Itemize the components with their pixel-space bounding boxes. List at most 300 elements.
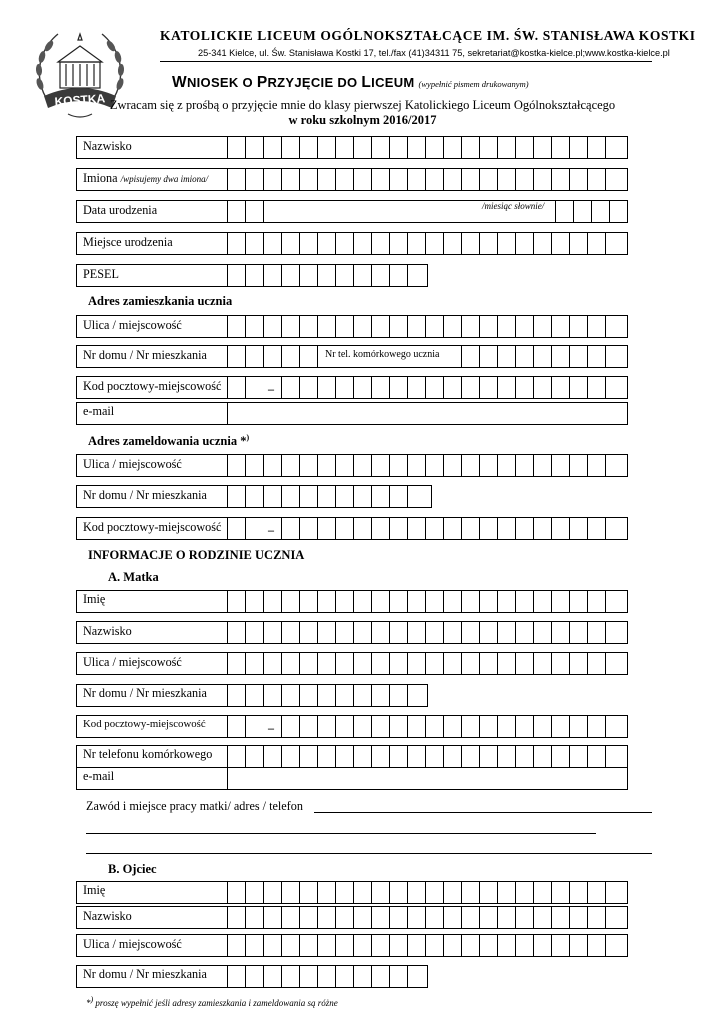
char-cell[interactable] <box>299 882 317 903</box>
char-cell[interactable] <box>587 518 605 539</box>
char-cell[interactable] <box>281 316 299 337</box>
char-cell[interactable] <box>335 486 353 507</box>
char-cell[interactable] <box>407 882 425 903</box>
char-cell[interactable] <box>227 653 245 674</box>
char-cell[interactable] <box>299 486 317 507</box>
mother-phone-field[interactable] <box>76 745 628 768</box>
char-cell[interactable] <box>371 746 389 767</box>
char-cell[interactable] <box>353 907 371 928</box>
char-cell[interactable] <box>245 935 263 956</box>
char-cell[interactable] <box>587 455 605 476</box>
char-cell[interactable] <box>353 935 371 956</box>
char-cell[interactable] <box>263 746 281 767</box>
char-cell[interactable] <box>227 907 245 928</box>
char-cell[interactable] <box>389 966 407 987</box>
char-cell[interactable] <box>263 233 281 254</box>
char-cell[interactable] <box>245 137 263 158</box>
char-cell[interactable] <box>335 716 353 737</box>
char-cell[interactable] <box>515 622 533 643</box>
char-cell[interactable] <box>407 486 425 507</box>
char-cell[interactable] <box>353 486 371 507</box>
char-cell[interactable] <box>569 455 587 476</box>
char-cell[interactable] <box>497 935 515 956</box>
char-cell[interactable] <box>299 518 317 539</box>
char-cell[interactable] <box>551 716 569 737</box>
char-cell[interactable] <box>461 169 479 190</box>
residence-postal-field[interactable] <box>76 376 628 399</box>
char-cell[interactable] <box>263 591 281 612</box>
char-cell[interactable] <box>371 265 389 286</box>
char-cell[interactable] <box>335 685 353 706</box>
char-cell[interactable] <box>245 518 263 539</box>
char-cell[interactable] <box>227 233 245 254</box>
char-cell[interactable] <box>443 622 461 643</box>
residence-house-field[interactable] <box>76 345 628 368</box>
char-cell[interactable] <box>389 935 407 956</box>
char-cell[interactable] <box>407 137 425 158</box>
char-cell[interactable] <box>425 591 443 612</box>
char-cell[interactable] <box>263 455 281 476</box>
char-cell[interactable] <box>263 346 281 367</box>
char-cell[interactable] <box>389 265 407 286</box>
char-cell[interactable] <box>245 486 263 507</box>
char-cell[interactable] <box>533 377 551 398</box>
char-cell[interactable] <box>461 882 479 903</box>
char-cell[interactable] <box>227 377 245 398</box>
char-cell[interactable] <box>587 591 605 612</box>
char-cell[interactable] <box>605 653 623 674</box>
char-cell[interactable] <box>515 935 533 956</box>
char-cell[interactable] <box>551 935 569 956</box>
char-cell[interactable] <box>227 685 245 706</box>
char-cell[interactable] <box>443 935 461 956</box>
char-cell[interactable] <box>281 935 299 956</box>
char-cell[interactable] <box>587 746 605 767</box>
char-cell[interactable] <box>299 455 317 476</box>
char-cell[interactable] <box>317 907 335 928</box>
char-cell[interactable] <box>353 685 371 706</box>
char-cell[interactable] <box>497 233 515 254</box>
char-cell[interactable] <box>317 455 335 476</box>
char-cell[interactable] <box>443 653 461 674</box>
char-cell[interactable] <box>551 233 569 254</box>
char-cell[interactable] <box>227 716 245 737</box>
char-cell[interactable] <box>281 455 299 476</box>
char-cell[interactable] <box>371 233 389 254</box>
char-cell[interactable] <box>605 935 623 956</box>
char-cell[interactable] <box>281 685 299 706</box>
char-cell[interactable] <box>569 622 587 643</box>
char-cell[interactable] <box>281 233 299 254</box>
char-cell[interactable] <box>479 346 497 367</box>
char-cell[interactable] <box>371 882 389 903</box>
char-cell[interactable] <box>551 137 569 158</box>
char-cell[interactable] <box>335 169 353 190</box>
char-cell[interactable] <box>245 346 263 367</box>
char-cell[interactable] <box>299 137 317 158</box>
char-cell[interactable] <box>281 265 299 286</box>
char-cell[interactable] <box>479 591 497 612</box>
char-cell[interactable] <box>587 907 605 928</box>
char-cell[interactable] <box>407 907 425 928</box>
char-cell[interactable] <box>263 907 281 928</box>
char-cell[interactable] <box>245 377 263 398</box>
char-cell[interactable] <box>263 265 281 286</box>
char-cell[interactable] <box>353 518 371 539</box>
char-cell[interactable] <box>515 233 533 254</box>
char-cell[interactable] <box>587 882 605 903</box>
char-cell[interactable] <box>389 137 407 158</box>
char-cell[interactable] <box>263 486 281 507</box>
char-cell[interactable] <box>281 486 299 507</box>
char-cell[interactable] <box>461 346 479 367</box>
char-cell[interactable] <box>407 685 425 706</box>
char-cell[interactable] <box>299 346 317 367</box>
char-cell[interactable] <box>425 622 443 643</box>
birth-place-field[interactable] <box>76 232 628 255</box>
char-cell[interactable] <box>263 882 281 903</box>
char-cell[interactable] <box>245 169 263 190</box>
char-cell[interactable] <box>515 169 533 190</box>
char-cell[interactable] <box>425 907 443 928</box>
char-cell[interactable] <box>515 377 533 398</box>
char-cell[interactable] <box>281 518 299 539</box>
char-cell[interactable] <box>389 685 407 706</box>
char-cell[interactable] <box>245 316 263 337</box>
birth-date-field[interactable] <box>76 200 628 223</box>
char-cell[interactable] <box>299 233 317 254</box>
char-cell[interactable] <box>533 716 551 737</box>
char-cell[interactable] <box>443 591 461 612</box>
char-cell[interactable] <box>461 653 479 674</box>
char-cell[interactable] <box>335 591 353 612</box>
char-cell[interactable] <box>533 935 551 956</box>
char-cell[interactable] <box>281 622 299 643</box>
char-cell[interactable] <box>281 377 299 398</box>
char-cell[interactable] <box>317 882 335 903</box>
char-cell[interactable] <box>515 746 533 767</box>
char-cell[interactable] <box>479 316 497 337</box>
char-cell[interactable] <box>389 746 407 767</box>
char-cell[interactable] <box>371 316 389 337</box>
char-cell[interactable] <box>353 233 371 254</box>
char-cell[interactable] <box>497 316 515 337</box>
char-cell[interactable] <box>479 377 497 398</box>
char-cell[interactable] <box>497 591 515 612</box>
char-cell[interactable] <box>227 201 245 222</box>
char-cell[interactable] <box>605 622 623 643</box>
char-cell[interactable] <box>609 201 627 222</box>
char-cell[interactable] <box>317 622 335 643</box>
char-cell[interactable] <box>461 591 479 612</box>
char-cell[interactable] <box>479 455 497 476</box>
father-first-name-field[interactable] <box>76 881 628 904</box>
char-cell[interactable] <box>515 882 533 903</box>
char-cell[interactable] <box>605 233 623 254</box>
char-cell[interactable] <box>353 169 371 190</box>
char-cell[interactable] <box>515 653 533 674</box>
char-cell[interactable] <box>443 746 461 767</box>
registered-house-field[interactable] <box>76 485 432 508</box>
father-house-field[interactable] <box>76 965 428 988</box>
char-cell[interactable] <box>533 882 551 903</box>
char-cell[interactable] <box>461 316 479 337</box>
char-cell[interactable] <box>479 169 497 190</box>
char-cell[interactable] <box>281 346 299 367</box>
char-cell[interactable] <box>605 907 623 928</box>
char-cell[interactable] <box>299 316 317 337</box>
char-cell[interactable] <box>551 346 569 367</box>
char-cell[interactable] <box>551 746 569 767</box>
char-cell[interactable] <box>533 518 551 539</box>
char-cell[interactable] <box>479 746 497 767</box>
char-cell[interactable] <box>263 685 281 706</box>
mother-email-field[interactable] <box>76 767 628 790</box>
registered-postal-field[interactable] <box>76 517 628 540</box>
char-cell[interactable] <box>551 518 569 539</box>
char-cell[interactable] <box>551 455 569 476</box>
char-cell[interactable] <box>407 716 425 737</box>
char-cell[interactable] <box>605 518 623 539</box>
mother-postal-field[interactable] <box>76 715 628 738</box>
char-cell[interactable] <box>353 746 371 767</box>
char-cell[interactable] <box>389 882 407 903</box>
char-cell[interactable] <box>425 377 443 398</box>
char-cell[interactable] <box>389 622 407 643</box>
char-cell[interactable] <box>443 518 461 539</box>
char-cell[interactable] <box>407 233 425 254</box>
char-cell[interactable] <box>245 622 263 643</box>
char-cell[interactable] <box>371 935 389 956</box>
char-cell[interactable] <box>443 169 461 190</box>
char-cell[interactable] <box>227 169 245 190</box>
char-cell[interactable] <box>371 907 389 928</box>
char-cell[interactable] <box>479 518 497 539</box>
char-cell[interactable] <box>461 746 479 767</box>
char-cell[interactable] <box>335 746 353 767</box>
char-cell[interactable] <box>335 265 353 286</box>
char-cell[interactable] <box>389 518 407 539</box>
mother-work-line-3[interactable] <box>86 853 652 854</box>
char-cell[interactable] <box>335 137 353 158</box>
char-cell[interactable] <box>569 377 587 398</box>
char-cell[interactable] <box>245 455 263 476</box>
char-cell[interactable] <box>389 316 407 337</box>
char-cell[interactable] <box>371 169 389 190</box>
char-cell[interactable] <box>245 591 263 612</box>
char-cell[interactable] <box>389 716 407 737</box>
char-cell[interactable] <box>533 137 551 158</box>
char-cell[interactable] <box>533 233 551 254</box>
char-cell[interactable] <box>227 966 245 987</box>
char-cell[interactable] <box>497 653 515 674</box>
char-cell[interactable] <box>605 346 623 367</box>
registered-street-field[interactable] <box>76 454 628 477</box>
char-cell[interactable] <box>479 137 497 158</box>
char-cell[interactable] <box>227 518 245 539</box>
char-cell[interactable] <box>569 935 587 956</box>
char-cell[interactable] <box>227 622 245 643</box>
char-cell[interactable] <box>515 137 533 158</box>
char-cell[interactable] <box>425 935 443 956</box>
char-cell[interactable] <box>407 316 425 337</box>
char-cell[interactable] <box>461 716 479 737</box>
char-cell[interactable] <box>389 653 407 674</box>
char-cell[interactable] <box>371 685 389 706</box>
char-cell[interactable] <box>353 455 371 476</box>
char-cell[interactable] <box>515 716 533 737</box>
char-cell[interactable] <box>551 591 569 612</box>
char-cell[interactable] <box>497 518 515 539</box>
char-cell[interactable] <box>371 622 389 643</box>
char-cell[interactable] <box>281 716 299 737</box>
mother-first-name-field[interactable] <box>76 590 628 613</box>
char-cell[interactable] <box>335 653 353 674</box>
char-cell[interactable] <box>335 233 353 254</box>
char-cell[interactable] <box>299 591 317 612</box>
char-cell[interactable] <box>587 169 605 190</box>
char-cell[interactable] <box>371 653 389 674</box>
char-cell[interactable] <box>497 169 515 190</box>
char-cell[interactable] <box>371 455 389 476</box>
char-cell[interactable] <box>407 653 425 674</box>
char-cell[interactable] <box>407 455 425 476</box>
char-cell[interactable] <box>281 137 299 158</box>
char-cell[interactable] <box>497 622 515 643</box>
char-cell[interactable] <box>425 169 443 190</box>
char-cell[interactable] <box>407 377 425 398</box>
char-cell[interactable] <box>245 685 263 706</box>
char-cell[interactable] <box>605 882 623 903</box>
char-cell[interactable] <box>353 316 371 337</box>
char-cell[interactable] <box>407 265 425 286</box>
residence-email-field[interactable] <box>76 402 628 425</box>
char-cell[interactable] <box>317 653 335 674</box>
char-cell[interactable] <box>479 622 497 643</box>
char-cell[interactable] <box>569 591 587 612</box>
char-cell[interactable] <box>533 653 551 674</box>
char-cell[interactable] <box>335 882 353 903</box>
char-cell[interactable] <box>263 316 281 337</box>
char-cell[interactable] <box>281 966 299 987</box>
char-cell[interactable] <box>443 316 461 337</box>
char-cell[interactable] <box>461 622 479 643</box>
char-cell[interactable] <box>353 966 371 987</box>
char-cell[interactable] <box>317 591 335 612</box>
char-cell[interactable] <box>317 316 335 337</box>
char-cell[interactable] <box>555 201 573 222</box>
char-cell[interactable] <box>371 377 389 398</box>
char-cell[interactable] <box>605 316 623 337</box>
char-cell[interactable] <box>533 907 551 928</box>
residence-street-field[interactable] <box>76 315 628 338</box>
char-cell[interactable] <box>317 966 335 987</box>
char-cell[interactable] <box>573 201 591 222</box>
char-cell[interactable] <box>605 169 623 190</box>
char-cell[interactable] <box>515 316 533 337</box>
char-cell[interactable] <box>479 907 497 928</box>
char-cell[interactable] <box>227 882 245 903</box>
char-cell[interactable] <box>317 377 335 398</box>
char-cell[interactable] <box>353 882 371 903</box>
char-cell[interactable] <box>263 935 281 956</box>
char-cell[interactable] <box>389 455 407 476</box>
char-cell[interactable] <box>245 201 263 222</box>
char-cell[interactable] <box>551 316 569 337</box>
char-cell[interactable] <box>299 966 317 987</box>
char-cell[interactable] <box>389 591 407 612</box>
char-cell[interactable] <box>353 265 371 286</box>
char-cell[interactable] <box>335 455 353 476</box>
char-cell[interactable] <box>443 907 461 928</box>
char-cell[interactable] <box>281 746 299 767</box>
char-cell[interactable] <box>497 907 515 928</box>
char-cell[interactable] <box>443 882 461 903</box>
char-cell[interactable] <box>605 716 623 737</box>
char-cell[interactable] <box>227 935 245 956</box>
char-cell[interactable] <box>317 486 335 507</box>
char-cell[interactable] <box>353 653 371 674</box>
char-cell[interactable] <box>587 233 605 254</box>
char-cell[interactable] <box>227 137 245 158</box>
char-cell[interactable] <box>551 653 569 674</box>
char-cell[interactable] <box>569 518 587 539</box>
char-cell[interactable] <box>245 746 263 767</box>
char-cell[interactable] <box>281 591 299 612</box>
char-cell[interactable] <box>569 233 587 254</box>
char-cell[interactable] <box>443 716 461 737</box>
char-cell[interactable] <box>425 716 443 737</box>
char-cell[interactable] <box>425 137 443 158</box>
char-cell[interactable] <box>551 882 569 903</box>
char-cell[interactable] <box>299 169 317 190</box>
char-cell[interactable] <box>443 377 461 398</box>
char-cell[interactable] <box>371 591 389 612</box>
char-cell[interactable] <box>515 907 533 928</box>
char-cell[interactable] <box>407 169 425 190</box>
char-cell[interactable] <box>587 716 605 737</box>
char-cell[interactable] <box>389 907 407 928</box>
char-cell[interactable] <box>551 169 569 190</box>
char-cell[interactable] <box>569 907 587 928</box>
father-surname-field[interactable] <box>76 906 628 929</box>
char-cell[interactable] <box>533 316 551 337</box>
char-cell[interactable] <box>497 746 515 767</box>
char-cell[interactable] <box>425 653 443 674</box>
char-cell[interactable] <box>227 746 245 767</box>
char-cell[interactable] <box>281 169 299 190</box>
char-cell[interactable] <box>371 966 389 987</box>
char-cell[interactable] <box>281 882 299 903</box>
char-cell[interactable] <box>587 377 605 398</box>
char-cell[interactable] <box>317 746 335 767</box>
char-cell[interactable] <box>389 169 407 190</box>
char-cell[interactable] <box>407 746 425 767</box>
char-cell[interactable] <box>227 591 245 612</box>
char-cell[interactable] <box>569 716 587 737</box>
char-cell[interactable] <box>479 882 497 903</box>
char-cell[interactable] <box>317 935 335 956</box>
char-cell[interactable] <box>317 518 335 539</box>
char-cell[interactable] <box>245 907 263 928</box>
char-cell[interactable] <box>605 746 623 767</box>
char-cell[interactable] <box>497 882 515 903</box>
father-street-field[interactable] <box>76 934 628 957</box>
char-cell[interactable] <box>605 591 623 612</box>
char-cell[interactable] <box>245 653 263 674</box>
char-cell[interactable] <box>497 346 515 367</box>
char-cell[interactable] <box>281 907 299 928</box>
